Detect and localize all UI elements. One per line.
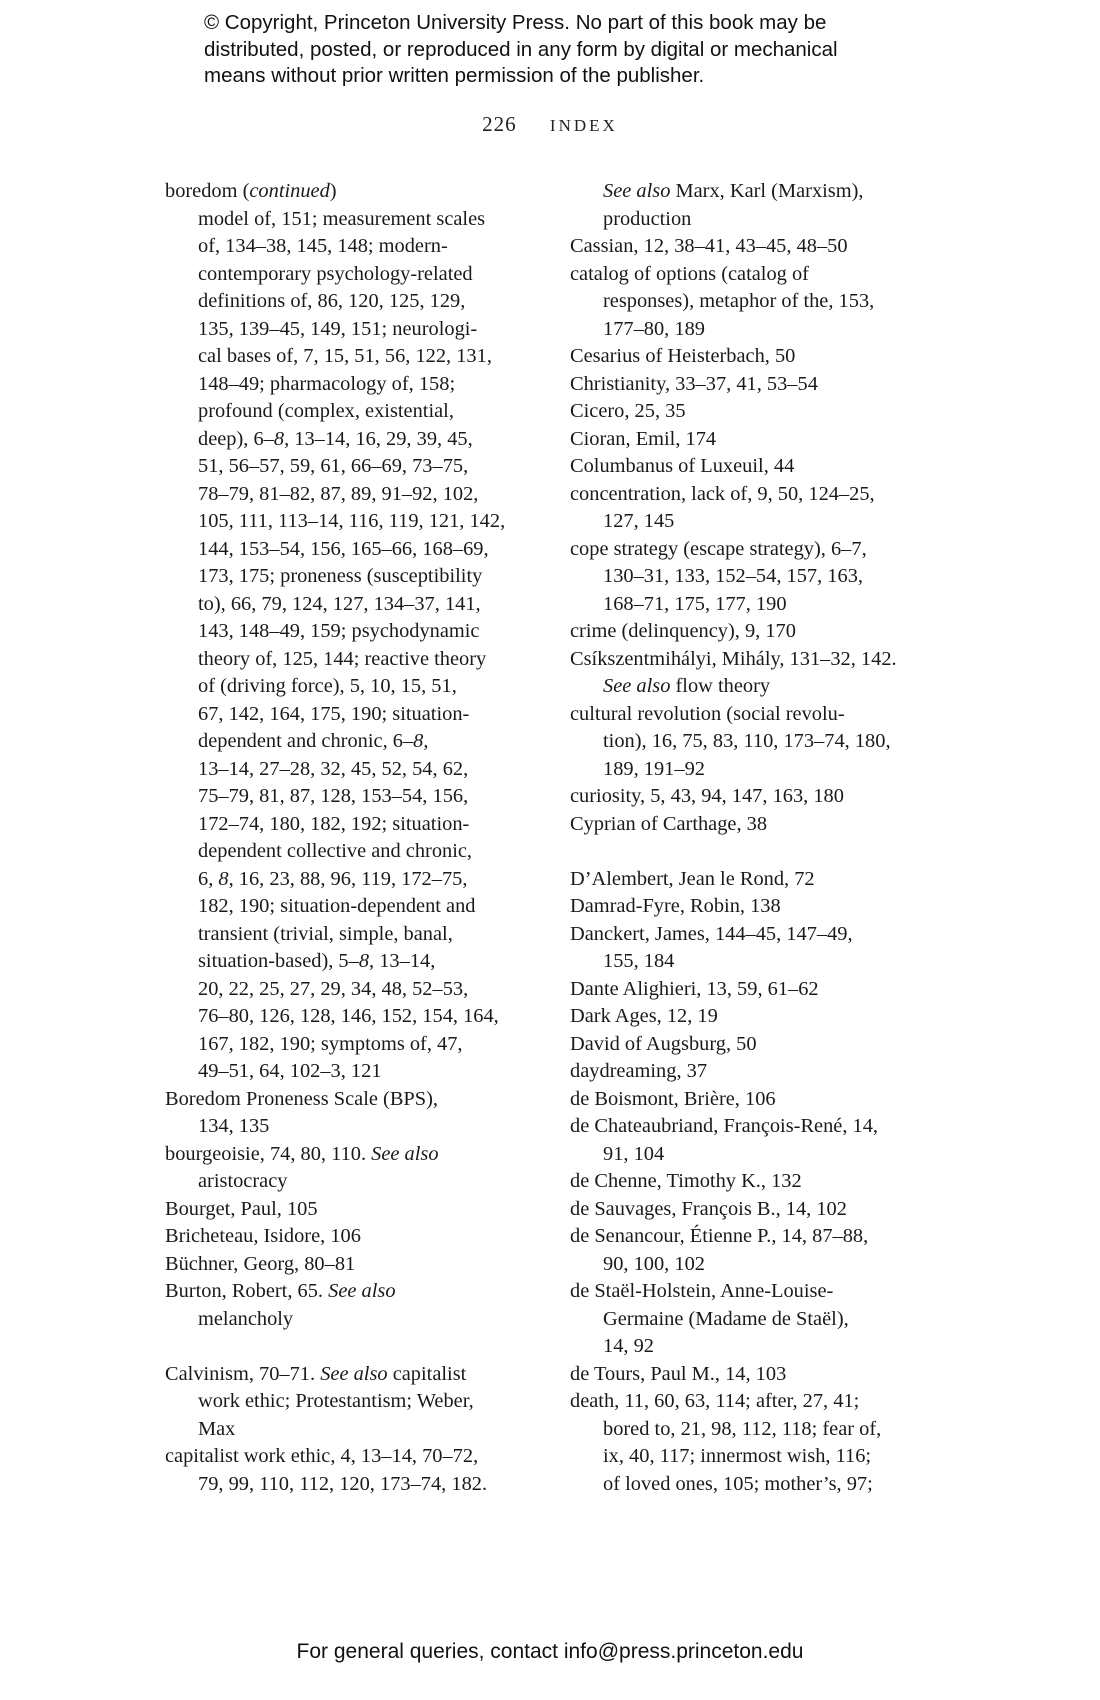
entry-text: Columbanus of Luxeuil, 44 bbox=[570, 455, 795, 477]
entry-text: catalog of options (catalog of bbox=[570, 262, 809, 285]
italic-text: 8 bbox=[413, 730, 424, 752]
entry-text: 90, 100, 102 bbox=[603, 1252, 705, 1275]
index-entry-line bbox=[165, 1086, 535, 1114]
index-entry-line bbox=[165, 1196, 535, 1224]
entry-text: cultural revolution (social revolu- bbox=[570, 702, 845, 725]
index-entry-line bbox=[165, 426, 535, 454]
index-entry-line bbox=[165, 1306, 535, 1334]
entry-text: Dark Ages, 12, 19 bbox=[570, 1005, 718, 1027]
italic-text: See also bbox=[371, 1142, 439, 1165]
index-entry-line bbox=[165, 316, 535, 344]
entry-text: melancholy bbox=[198, 1307, 294, 1330]
entry-text: curiosity, 5, 43, 94, 147, 163, 180 bbox=[570, 785, 844, 807]
index-entry-line bbox=[165, 618, 535, 646]
entry-text: deep), 6– bbox=[198, 427, 274, 450]
index-entry-line bbox=[165, 206, 535, 234]
index-entry-line bbox=[570, 1333, 945, 1361]
entry-text: situation-based), 5– bbox=[198, 950, 359, 972]
entry-text: D’Alembert, Jean le Rond, 72 bbox=[570, 867, 815, 890]
entry-text: daydreaming, 37 bbox=[570, 1060, 708, 1082]
index-entry-line bbox=[165, 1113, 535, 1141]
copyright-line: distributed, posted, or reproduced in any form by digital or mechanical bbox=[204, 37, 838, 61]
index-entry-line bbox=[570, 1031, 945, 1059]
entry-text: 14, 92 bbox=[603, 1335, 654, 1357]
index-entry-line bbox=[570, 563, 945, 591]
index-entry-line bbox=[165, 1471, 535, 1499]
index-entry-line bbox=[570, 288, 945, 316]
index-entry-line bbox=[570, 261, 945, 289]
index-entry-line bbox=[165, 646, 535, 674]
index-entry-line bbox=[165, 976, 535, 1004]
entry-text: 144, 153–54, 156, 165–66, 168–69, bbox=[198, 537, 489, 560]
entry-text: 182, 190; situation-dependent and bbox=[198, 895, 476, 917]
italic-text: 8 bbox=[358, 950, 370, 972]
index-entry-line bbox=[570, 1003, 945, 1031]
entry-text: de Chateaubriand, François-René, 14, bbox=[570, 1115, 879, 1137]
index-entry-line bbox=[165, 481, 535, 509]
entry-text: Bourget, Paul, 105 bbox=[165, 1197, 318, 1220]
entry-text: 143, 148–49, 159; psychodynamic bbox=[198, 620, 480, 642]
entry-text: Cyprian of Carthage, 38 bbox=[570, 812, 768, 835]
index-entry-line bbox=[570, 453, 945, 481]
index-entry-line bbox=[570, 1223, 945, 1251]
index-entry-line bbox=[570, 756, 945, 784]
index-entry-line bbox=[165, 591, 535, 619]
entry-text: bourgeoisie, 74, 80, 110. bbox=[165, 1142, 372, 1165]
italic-text: See also bbox=[603, 675, 671, 697]
entry-text: Boredom Proneness Scale (BPS), bbox=[165, 1087, 438, 1110]
entry-text: 167, 182, 190; symptoms of, 47, bbox=[198, 1032, 463, 1055]
entry-text: 6, bbox=[198, 867, 219, 890]
index-column-left bbox=[165, 178, 535, 1498]
index-entry-line bbox=[570, 1361, 945, 1389]
entry-text: ) bbox=[329, 180, 337, 202]
index-entry-line bbox=[570, 976, 945, 1004]
index-entry-line bbox=[165, 921, 535, 949]
entry-text: cal bases of, 7, 15, 51, 56, 122, 131, bbox=[198, 345, 492, 367]
index-entry-line bbox=[570, 343, 945, 371]
index-entry-line bbox=[570, 536, 945, 564]
page-number: 226 bbox=[482, 112, 517, 136]
entry-text: 168–71, 175, 177, 190 bbox=[603, 592, 787, 615]
entry-text: de Senancour, Étienne P., 14, 87–88, bbox=[570, 1225, 869, 1247]
entry-text: Cassian, 12, 38–41, 43–45, 48–50 bbox=[570, 235, 848, 257]
entry-text: 20, 22, 25, 27, 29, 34, 48, 52–53, bbox=[198, 977, 469, 1000]
entry-text: Cioran, Emil, 174 bbox=[570, 427, 717, 450]
entry-text: to), 66, 79, 124, 127, 134–37, 141, bbox=[198, 592, 481, 615]
index-entry-line bbox=[165, 783, 535, 811]
index-entry-line bbox=[165, 1416, 535, 1444]
italic-text: continued bbox=[249, 180, 330, 202]
index-entry-line bbox=[570, 508, 945, 536]
entry-text: of loved ones, 105; mother’s, 97; bbox=[603, 1472, 873, 1495]
entry-text: ix, 40, 117; innermost wish, 116; bbox=[603, 1445, 872, 1467]
entry-text: Cesarius of Heisterbach, 50 bbox=[570, 345, 796, 367]
entry-text: 75–79, 81, 87, 128, 153–54, 156, bbox=[198, 785, 469, 807]
index-entry-line bbox=[165, 1058, 535, 1086]
entry-text: Büchner, Georg, 80–81 bbox=[165, 1252, 356, 1275]
entry-text: theory of, 125, 144; reactive theory bbox=[198, 647, 487, 670]
index-entry-line bbox=[165, 756, 535, 784]
index-entry-line bbox=[570, 618, 945, 646]
entry-text: de Boismont, Brière, 106 bbox=[570, 1087, 776, 1110]
index-entry-line bbox=[570, 866, 945, 894]
index-entry-line bbox=[570, 233, 945, 261]
index-entry-line bbox=[570, 426, 945, 454]
entry-text: Cicero, 25, 35 bbox=[570, 400, 686, 422]
entry-text: crime (delinquency), 9, 170 bbox=[570, 620, 796, 642]
entry-text: 173, 175; proneness (susceptibility bbox=[198, 565, 483, 587]
entry-spacer bbox=[570, 838, 945, 866]
entry-text: bored to, 21, 98, 112, 118; fear of, bbox=[603, 1417, 882, 1440]
index-entry-line bbox=[165, 1388, 535, 1416]
entry-text: 51, 56–57, 59, 61, 66–69, 73–75, bbox=[198, 455, 469, 477]
entry-text: Max bbox=[198, 1417, 236, 1440]
entry-text: profound (complex, existential, bbox=[198, 400, 454, 422]
page-title: INDEX bbox=[549, 116, 618, 135]
entry-text: de Sauvages, François B., 14, 102 bbox=[570, 1197, 847, 1220]
index-entry-line bbox=[570, 1196, 945, 1224]
index-entry-line bbox=[570, 591, 945, 619]
index-column-right bbox=[570, 178, 945, 1498]
index-entry-line bbox=[570, 783, 945, 811]
entry-text: , bbox=[423, 730, 429, 752]
entry-text: tion), 16, 75, 83, 110, 173–74, 180, bbox=[603, 730, 891, 752]
entry-text: Csíkszentmihályi, Mihály, 131–32, 142. bbox=[570, 647, 897, 670]
entry-text: de Chenne, Timothy K., 132 bbox=[570, 1170, 802, 1192]
index-entry-line bbox=[570, 1113, 945, 1141]
index-entry-line bbox=[165, 178, 535, 206]
entry-text: 135, 139–45, 149, 151; neurologi- bbox=[198, 317, 478, 340]
entry-spacer bbox=[165, 1333, 535, 1361]
entry-text: de Tours, Paul M., 14, 103 bbox=[570, 1362, 787, 1385]
index-entry-line bbox=[570, 811, 945, 839]
footer-contact: For general queries, contact info@press.princeton.edu bbox=[296, 1640, 804, 1663]
index-entry-line bbox=[570, 921, 945, 949]
entry-text: of (driving force), 5, 10, 15, 51, bbox=[198, 675, 457, 697]
running-head bbox=[0, 112, 1100, 137]
entry-text: 177–80, 189 bbox=[603, 317, 705, 340]
index-entry-line bbox=[165, 563, 535, 591]
index-entry-line bbox=[570, 1388, 945, 1416]
entry-text: work ethic; Protestantism; Weber, bbox=[198, 1390, 474, 1412]
entry-text: dependent and chronic, 6– bbox=[198, 730, 414, 752]
entry-text: 148–49; pharmacology of, 158; bbox=[198, 372, 456, 395]
index-entry-line bbox=[570, 1471, 945, 1499]
entry-text: 134, 135 bbox=[198, 1115, 270, 1137]
index-entry-line bbox=[165, 1251, 535, 1279]
entry-text: aristocracy bbox=[198, 1170, 288, 1192]
index-entry-line bbox=[165, 838, 535, 866]
index-entry-line bbox=[570, 673, 945, 701]
entry-text: boredom ( bbox=[165, 180, 250, 202]
index-entry-line bbox=[165, 948, 535, 976]
entry-text: 172–74, 180, 182, 192; situation- bbox=[198, 812, 470, 835]
index-entry-line bbox=[570, 481, 945, 509]
index-entry-line bbox=[165, 371, 535, 399]
index-entry-line bbox=[165, 1361, 535, 1389]
entry-text: Dante Alighieri, 13, 59, 61–62 bbox=[570, 977, 819, 1000]
entry-text: flow theory bbox=[670, 675, 771, 697]
index-entry-line bbox=[165, 1443, 535, 1471]
entry-text: Bricheteau, Isidore, 106 bbox=[165, 1225, 361, 1247]
entry-text: 79, 99, 110, 112, 120, 173–74, 182. bbox=[198, 1472, 488, 1495]
entry-text: , 16, 23, 88, 96, 119, 172–75, bbox=[228, 867, 468, 890]
entry-text: 49–51, 64, 102–3, 121 bbox=[198, 1060, 382, 1082]
entry-text: Danckert, James, 144–45, 147–49, bbox=[570, 922, 853, 945]
index-entry-line bbox=[165, 508, 535, 536]
index-entry-line bbox=[570, 893, 945, 921]
italic-text: 8 bbox=[273, 427, 285, 450]
index-entry-line bbox=[165, 728, 535, 756]
index-entry-line bbox=[165, 288, 535, 316]
index-entry-line bbox=[165, 1223, 535, 1251]
index-entry-line bbox=[570, 646, 945, 674]
index-entry-line bbox=[165, 1141, 535, 1169]
index-entry-line bbox=[165, 343, 535, 371]
entry-text: 189, 191–92 bbox=[603, 757, 705, 780]
index-entry-line bbox=[165, 1278, 535, 1306]
entry-text: 155, 184 bbox=[603, 950, 675, 972]
italic-text: See also bbox=[328, 1280, 396, 1302]
index-entry-line bbox=[570, 1278, 945, 1306]
entry-text: model of, 151; measurement scales bbox=[198, 207, 486, 230]
italic-text: See also bbox=[320, 1362, 388, 1385]
index-entry-line bbox=[165, 1168, 535, 1196]
entry-text: death, 11, 60, 63, 114; after, 27, 41; bbox=[570, 1390, 860, 1412]
entry-text: Marx, Karl (Marxism), bbox=[670, 180, 864, 202]
entry-text: Germaine (Madame de Staël), bbox=[603, 1307, 849, 1330]
index-entry-line bbox=[570, 1168, 945, 1196]
entry-text: Christianity, 33–37, 41, 53–54 bbox=[570, 372, 818, 395]
copyright-line: © Copyright, Princeton University Press. No part of this book may be bbox=[204, 11, 827, 34]
index-entry-line bbox=[165, 701, 535, 729]
entry-text: cope strategy (escape strategy), 6–7, bbox=[570, 537, 867, 560]
entry-text: capitalist bbox=[387, 1362, 467, 1385]
entry-text: dependent collective and chronic, bbox=[198, 840, 473, 862]
entry-text: capitalist work ethic, 4, 13–14, 70–72, bbox=[165, 1445, 479, 1467]
index-entry-line bbox=[570, 316, 945, 344]
index-entry-line bbox=[165, 1031, 535, 1059]
entry-text: contemporary psychology-related bbox=[198, 262, 473, 285]
entry-text: concentration, lack of, 9, 50, 124–25, bbox=[570, 482, 875, 505]
entry-text: de Staël-Holstein, Anne-Louise- bbox=[570, 1280, 834, 1302]
index-entry-line bbox=[570, 701, 945, 729]
entry-text: 105, 111, 113–14, 116, 119, 121, 142, bbox=[198, 510, 506, 532]
index-entry-line bbox=[570, 178, 945, 206]
index-entry-line bbox=[570, 371, 945, 399]
entry-text: production bbox=[603, 207, 692, 230]
entry-text: 130–31, 133, 152–54, 157, 163, bbox=[603, 565, 863, 587]
index-entry-line bbox=[165, 453, 535, 481]
index-entry-line bbox=[570, 1306, 945, 1334]
entry-text: 13–14, 27–28, 32, 45, 52, 54, 62, bbox=[198, 757, 469, 780]
index-entry-line bbox=[165, 1003, 535, 1031]
italic-text: 8 bbox=[218, 867, 229, 890]
index-entry-line bbox=[570, 1086, 945, 1114]
index-entry-line bbox=[570, 1251, 945, 1279]
entry-text: transient (trivial, simple, banal, bbox=[198, 922, 453, 945]
index-entry-line bbox=[165, 673, 535, 701]
index-entry-line bbox=[165, 893, 535, 921]
index-entry-line bbox=[570, 1058, 945, 1086]
entry-text: Burton, Robert, 65. bbox=[165, 1280, 329, 1302]
index-entry-line bbox=[165, 261, 535, 289]
entry-text: 91, 104 bbox=[603, 1142, 665, 1165]
index-entry-line bbox=[165, 811, 535, 839]
entry-text: 76–80, 126, 128, 146, 152, 154, 164, bbox=[198, 1005, 499, 1027]
index-entry-line bbox=[165, 536, 535, 564]
entry-text: definitions of, 86, 120, 125, 129, bbox=[198, 290, 466, 312]
index-entry-line bbox=[165, 233, 535, 261]
entry-text: David of Augsburg, 50 bbox=[570, 1032, 757, 1055]
entry-text: responses), metaphor of the, 153, bbox=[603, 290, 875, 312]
index-entry-line bbox=[570, 1443, 945, 1471]
entry-text: , 13–14, bbox=[369, 950, 436, 972]
entry-text: Calvinism, 70–71. bbox=[165, 1362, 321, 1385]
entry-text: Damrad-Fyre, Robin, 138 bbox=[570, 895, 781, 917]
index-entry-line bbox=[570, 728, 945, 756]
index-entry-line bbox=[165, 398, 535, 426]
index-entry-line bbox=[570, 948, 945, 976]
entry-text: 78–79, 81–82, 87, 89, 91–92, 102, bbox=[198, 482, 479, 505]
entry-text: 67, 142, 164, 175, 190; situation- bbox=[198, 702, 470, 725]
index-entry-line bbox=[165, 866, 535, 894]
entry-text: , 13–14, 16, 29, 39, 45, bbox=[284, 427, 473, 450]
entry-text: 127, 145 bbox=[603, 510, 675, 532]
index-entry-line bbox=[570, 1141, 945, 1169]
index-entry-line bbox=[570, 398, 945, 426]
entry-text: of, 134–38, 145, 148; modern- bbox=[198, 235, 448, 257]
index-entry-line bbox=[570, 1416, 945, 1444]
copyright-notice bbox=[204, 10, 924, 90]
italic-text: See also bbox=[603, 180, 671, 202]
index-entry-line bbox=[570, 206, 945, 234]
copyright-line: means without prior written permission of the publisher. bbox=[204, 64, 705, 87]
